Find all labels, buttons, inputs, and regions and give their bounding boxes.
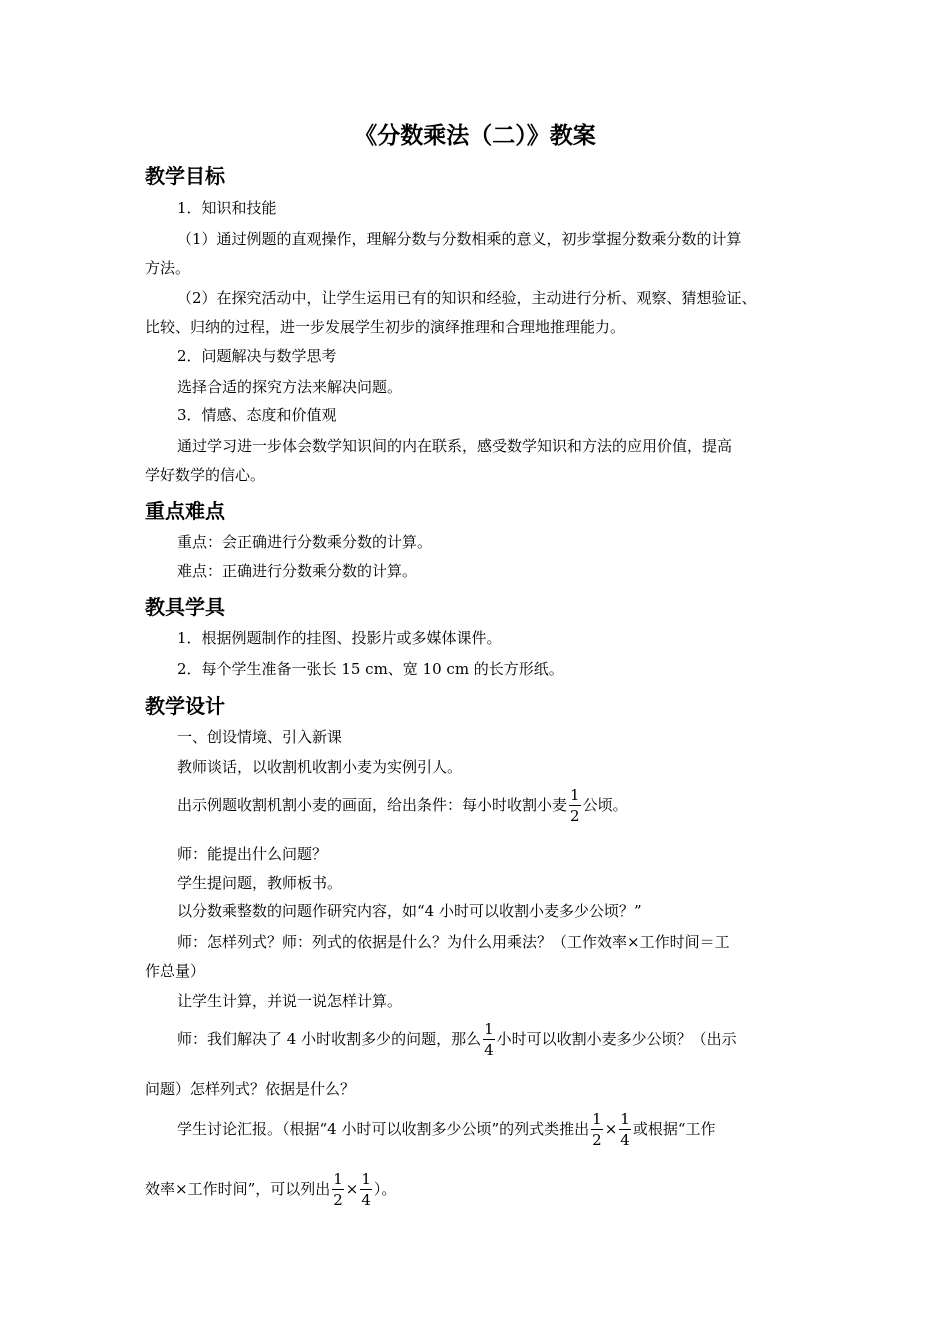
document-title: 《分数乘法（二）》教案 (354, 123, 596, 149)
heading-teaching-goals: 教学目标 (145, 164, 225, 188)
fraction-denominator: 4 (620, 1131, 630, 1149)
goal-item-3-text-b: 学好数学的信心。 (145, 466, 266, 484)
fraction-numerator: 1 (570, 786, 580, 804)
design-line-7b: 作总量） (145, 962, 206, 980)
fraction-one-quarter (360, 1172, 372, 1208)
fraction-numerator: 1 (361, 1170, 371, 1188)
design-line-12 (145, 1172, 396, 1208)
fraction-one-half (332, 1172, 344, 1208)
goal-paragraph-2a: （2）在探究活动中，让学生运用已有的知识和经验，主动进行分析、观察、猜想验证、 (177, 289, 757, 307)
goal-paragraph-2b: 比较、归纳的过程，进一步发展学生初步的演绎推理和合理地推理能力。 (145, 318, 626, 336)
design-line-9-text: 师：我们解决了 4 小时收割多少的问题，那么 (177, 1030, 482, 1048)
design-line-5: 学生提问题，教师板书。 (177, 874, 343, 892)
goal-item-1: 1．知识和技能 (177, 199, 277, 217)
heading-teaching-design: 教学设计 (145, 694, 225, 718)
design-line-11 (177, 1112, 716, 1148)
design-line-9-tail: 小时可以收割小麦多少公顷？（出示 (496, 1030, 737, 1048)
fraction-numerator: 1 (592, 1110, 602, 1128)
heading-key-points: 重点难点 (145, 499, 225, 523)
aid-item-2: 2．每个学生准备一张长 15 cm、宽 10 cm 的长方形纸。 (177, 660, 564, 678)
heading-teaching-aids: 教具学具 (145, 595, 225, 619)
goal-item-2: 2．问题解决与数学思考 (177, 347, 337, 365)
fraction-denominator: 2 (592, 1131, 602, 1149)
key-point: 重点：会正确进行分数乘分数的计算。 (177, 533, 433, 551)
design-line-1: 一、创设情境、引入新课 (177, 728, 343, 746)
fraction-one-half (569, 788, 581, 824)
multiply-sign: × (345, 1180, 359, 1198)
design-line-9 (177, 1022, 737, 1058)
aid-item-1: 1．根据例题制作的挂图、投影片或多媒体课件。 (177, 629, 502, 647)
fraction-one-quarter (619, 1112, 631, 1148)
fraction-numerator: 1 (333, 1170, 343, 1188)
design-line-11-tail: 或根据“工作 (632, 1120, 716, 1138)
goal-item-3: 3．情感、态度和价值观 (177, 406, 337, 424)
design-line-12-text: 效率×工作时间”，可以列出 (145, 1180, 331, 1198)
design-line-6: 以分数乘整数的问题作研究内容，如“4 小时可以收割小麦多少公顷？” (177, 902, 642, 920)
design-line-4: 师：能提出什么问题？ (177, 845, 328, 863)
fraction-denominator: 2 (570, 807, 580, 825)
design-line-2: 教师谈话，以收割机收割小麦为实例引人。 (177, 758, 463, 776)
goal-item-2-text: 选择合适的探究方法来解决问题。 (177, 378, 403, 396)
fraction-numerator: 1 (620, 1110, 630, 1128)
fraction-numerator: 1 (484, 1020, 494, 1038)
fraction-one-quarter (483, 1022, 495, 1058)
goal-paragraph-1b: 方法。 (145, 259, 191, 277)
fraction-denominator: 4 (484, 1041, 494, 1059)
design-line-8: 让学生计算，并说一说怎样计算。 (177, 992, 403, 1010)
design-line-3 (177, 788, 628, 824)
design-line-10: 问题）怎样列式？依据是什么？ (145, 1080, 356, 1098)
multiply-sign: × (604, 1120, 618, 1138)
design-line-7a: 师：怎样列式？师：列式的依据是什么？为什么用乘法？（工作效率×工作时间＝工 (177, 933, 730, 951)
design-line-3-unit: 公顷。 (582, 796, 628, 814)
design-line-11-text: 学生讨论汇报。（根据“4 小时可以收割多少公顷”的列式类推出 (177, 1120, 590, 1138)
fraction-one-half (591, 1112, 603, 1148)
design-line-3-text: 出示例题收割机割小麦的画面，给出条件：每小时收割小麦 (177, 796, 568, 814)
goal-item-3-text-a: 通过学习进一步体会数学知识间的内在联系，感受数学知识和方法的应用价值，提高 (177, 437, 733, 455)
difficult-point: 难点：正确进行分数乘分数的计算。 (177, 562, 418, 580)
goal-paragraph-1a: （1）通过例题的直观操作，理解分数与分数相乘的意义，初步掌握分数乘分数的计算 (177, 230, 742, 248)
fraction-denominator: 4 (361, 1191, 371, 1209)
fraction-denominator: 2 (333, 1191, 343, 1209)
design-line-12-tail: ）。 (373, 1180, 397, 1198)
